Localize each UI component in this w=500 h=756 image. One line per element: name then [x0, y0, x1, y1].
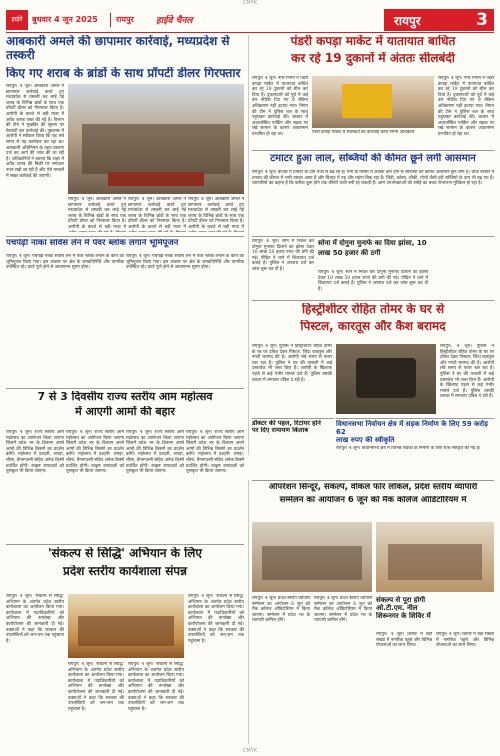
newspaper-logo-icon: हाईवे — [6, 10, 28, 30]
column-rule-main — [248, 35, 249, 455]
excise-headline-1: आबकारी अमले की छापामार कार्रवाई, मध्यप्रदेश से तस्करी — [6, 35, 230, 62]
pachpedi-body-col1: रायपुर। 4 जून। पचपेढ़ी नाका सर्विस लेन में पेवर ब्लॉक लगाने के कार्य का भूमिपूजन किया गया। इस अवसर पर क्षेत्र के जनप्रतिनिधि और नागरिक उपस्थित रहे। कार्य पूर्ण होने से आवागमन सुगम होगा। — [6, 254, 124, 271]
section-name: रायपुर — [394, 14, 421, 28]
page-number: 3 — [476, 10, 488, 30]
doctor-headline-block — [252, 420, 334, 440]
pandri-photo-caption: पंडरी कपड़ा मार्केट में सीलबंदी की कार्रवाई करते निगम अधिकारी — [312, 130, 415, 135]
excise-body-col4: रायपुर। 4 जून। आबकारी अमले ने छापामार कार्रवाई करते हुए मध्यप्रदेश से तस्करी कर लाई गई शराब के विभिन्न ब्रांडों के साथ एक प्रॉपर्टी डीलर को गिरफ्तार किया है। आरोपी के कब्जे से बड़ी मात्रा में — [188, 197, 244, 230]
doctor-headline-1: डॉक्टर की पहल, रिटायर होने — [252, 420, 321, 427]
mango-headline-block — [6, 391, 244, 427]
sankalp-body-col1: रायपुर। 4 जून। 'संकल्प से सिद्धि' अभियान के अंतर्गत प्रदेश स्तरीय कार्यशाला का आयोजन किया गया। कार्यशाला में पदाधिकारियों को अभियान की रूपरेखा और कार्ययोजना की जानकारी दी गई। वक्ताओं ने कहा कि सरकार की उपलब्धियों को जन-जन तक पहुंचाना है। — [6, 594, 64, 644]
excise-photo-seized-goods — [108, 172, 204, 186]
pandri-body-col1: रायपुर। 4 जून। नगर निगम ने पंडरी कपड़ा मार्केट में यातायात बाधित कर रहे 19 दुकानों को सील कर दिया है। दुकानदारों को पूर्व में कई बार नोटिस दिए गए थे लेकिन अतिक्रमण नहीं हटाया गया। निगम की टीम ने पुलिस बल के साथ पहुंचकर कार्रवाई की। बाजार में अव्यवस्थित पार्किंग और सड़क पर रखे सामान के कारण आवागमन प्रभावित हो रहा था। — [252, 76, 308, 137]
doctor-headline-2: पर दिए रामायण किताब — [252, 427, 309, 435]
rule-above-vidhansabha — [336, 418, 494, 419]
rule-above-history-sheeter — [252, 300, 494, 301]
mango-body-col1: रायपुर। 4 जून। राज्य स्तरीय आम महोत्सव का आयोजन किया जाएगा जिसमें प्रदेश भर के किसान अपने आमों की विभिन्न किस्मों का प्रदर्शन करेंगे। महोत्सव में दशहरी, लंगड़ा, चौसा, बैगनपल्ली सहित अनेक किस्में प्रदर्शित होंगी। उत्कृष्ट उत्पादकों को पुरस्कृत भी किया जाएगा। — [6, 430, 64, 475]
mango-headline-2: में आएगी आमों की बहार — [75, 405, 175, 418]
edition-city: रायपुर — [116, 15, 134, 24]
print-registration-mark: CMYK — [242, 0, 258, 6]
rule-above-doctor — [252, 418, 334, 419]
history-sheeter-headline-1: हिस्ट्रीशीटर रोहित तोमर के घर से — [301, 303, 445, 316]
gold-body: रायपुर। 4 जून। सोने में निवेश कर दोगुना मुनाफा दिलाने का झांसा देकर 10 लाख 50 हजार रुपए की ठगी की गई। पीड़ित ने थाने में शिकायत दर्ज कराई है। पुलिस ने अपराध दर्ज कर जांच शुरू कर दी है। — [318, 270, 428, 292]
sankalp-photo — [68, 594, 184, 658]
gold-headline-1: सोना में दोगुना मुनाफे का दिया झांसा, 10 — [318, 239, 427, 247]
excise-photo — [68, 84, 244, 194]
issue-date: बुधवार 4 जून 2025 — [32, 15, 98, 24]
tomato-headline: टमाटर हुआ लाल, सब्जियों की कीमत छूने लगी आसमान — [270, 153, 476, 164]
pachpedi-headline: पचपेढ़ी नाका सर्विस लेन में पेवर ब्लॉक लगाने भूमिपूजन — [6, 239, 179, 248]
pandri-photo-excavator — [342, 84, 392, 118]
sindoor-headline-block — [252, 483, 494, 519]
masthead-rule — [6, 32, 494, 33]
column-rule-lower — [248, 480, 249, 744]
sindoor-body-col2: रायपुर। 4 जून। प्रदेश स्तरीय व्यापारी सम्मेलन का आयोजन 6 जून को मैक कॉलेज ऑडिटोरियम में किया जाएगा। सम्मेलन में प्रदेश भर के व्यापारी शामिल होंगे। — [314, 596, 372, 624]
sankalp-body-col4: रायपुर। 4 जून। 'संकल्प से सिद्धि' अभियान के अंतर्गत प्रदेश स्तरीय कार्यशाला का आयोजन किया गया। कार्यशाला में पदाधिकारियों को अभियान की रूपरेखा और कार्ययोजना की जानकारी दी गई। वक्ताओं ने कहा कि सरकार की उपलब्धियों को जन-जन तक पहुंचाना है। — [188, 594, 244, 644]
sankalp-headline-block — [6, 547, 244, 591]
camp-headline-3: शिरूनगर के शिविर में — [376, 612, 431, 621]
mango-body-col4: रायपुर। 4 जून। राज्य स्तरीय आम महोत्सव का आयोजन किया जाएगा जिसमें प्रदेश भर के किसान अपने आमों की विभिन्न किस्मों का प्रदर्शन करेंगे। महोत्सव में दशहरी, लंगड़ा, चौसा, बैगनपल्ली सहित अनेक किस्में प्रदर्शित होंगी। उत्कृष्ट उत्पादकों को पुरस्कृत भी किया जाएगा। — [186, 430, 244, 475]
mango-body-col3: रायपुर। 4 जून। राज्य स्तरीय आम महोत्सव का आयोजन किया जाएगा जिसमें प्रदेश भर के किसान अपने आमों की विभिन्न किस्मों का प्रदर्शन करेंगे। महोत्सव में दशहरी, लंगड़ा, चौसा, बैगनपल्ली सहित अनेक किस्में प्रदर्शित होंगी। उत्कृष्ट उत्पादकों को पुरस्कृत भी किया जाएगा। — [126, 430, 184, 475]
print-registration-mark-bottom: CMYK — [242, 748, 258, 754]
sindoor-photo-right-group — [388, 544, 482, 580]
rule-above-mango — [6, 388, 244, 389]
history-sheeter-headline-block — [252, 303, 494, 341]
tomato-body: रायपुर। 4 जून। बाजार में टमाटर के दाम तेजी से बढ़ रहे हैं। गर्मी के मौसम में आवक कम होने से सब्जियों की कीमतें आसमान छूने लगी हैं। थोक बाजार में टमाटर की कीमत में भारी उछाल आया है और चिल्हर में यह और महंगा बिक रहा है। भिंडी, करेला, लौकी, गोभी जैसी हरी सब्जियों के दाम भी बढ़ गए हैं। व्यापारियों का कहना है कि बारिश शुरू होने तक कीमतें ऊंची बनी रह सकती हैं। आम उपभोक्ताओं को रसोई का बजट संभालना मुश्किल हो रहा है। — [252, 170, 494, 187]
vidhansabha-headline-2: लाख रुपए की स्वीकृति — [336, 436, 395, 444]
mango-headline-1: 7 से 3 दिवसीय राज्य स्तरीय आम महोत्सव — [37, 391, 213, 403]
sindoor-photo-left — [252, 522, 372, 592]
rule-above-sankalp — [6, 544, 244, 545]
pandri-photo — [312, 76, 434, 128]
sankalp-photo-group — [78, 616, 174, 646]
excise-body-col1: रायपुर। 4 जून। आबकारी अमले ने छापामार कार्रवाई करते हुए मध्यप्रदेश से तस्करी कर लाई गई शराब के विभिन्न ब्रांडों के साथ एक प्रॉपर्टी डीलर को गिरफ्तार किया है। आरोपी के कब्जे से बड़ी मात्रा में अवैध शराब जब्त की गई है। विभाग की टीम ने मुखबिर की सूचना पर घेराबंदी कर कार्रवाई की। पूछताछ में आरोपी ने स्वीकार किया कि वह लंबे समय से यह कारोबार कर रहा था। आबकारी अधिनियम के तहत प्रकरण दर्ज कर आगे की जांच की जा रही है। अधिकारियों ने बताया कि शहर में अवैध शराब की बिक्री पर लगातार नजर रखी जा रही है और ऐसे मामलों में सख्त कार्रवाई की जाएगी। — [6, 84, 64, 179]
masthead — [6, 9, 494, 31]
pandri-headline-block — [252, 35, 494, 73]
sindoor-photo-right — [376, 522, 494, 592]
history-sheeter-body-col3: रायपुर। 4 जून। पुलिस ने हिस्ट्रीशीटर रोहित तोमर के घर पर दबिश देकर पिस्टल, जिंदा कारतूस और नगदी बरामद की है। आरोपी लंबे समय से फरार चल रहा है। पुलिस ने घर की तलाशी में कई दस्तावेज भी जब्त किए हैं। आरोपी के खिलाफ पहले से कई गंभीर मामले दर्ज हैं। पुलिस उसकी तलाश में लगातार दबिश दे रही है। — [440, 344, 494, 400]
camp-body-col2: रायपुर। 4 जून। शिविर में बड़ी संख्या में नागरिक पहुंचे और विभिन्न योजनाओं का लाभ लिया। — [436, 632, 494, 649]
mango-body-col2: रायपुर। 4 जून। राज्य स्तरीय आम महोत्सव का आयोजन किया जाएगा जिसमें प्रदेश भर के किसान अपने आमों की विभिन्न किस्मों का प्रदर्शन करेंगे। महोत्सव में दशहरी, लंगड़ा, चौसा, बैगनपल्ली सहित अनेक किस्में प्रदर्शित होंगी। उत्कृष्ट उत्पादकों को पुरस्कृत भी किया जाएगा। — [66, 430, 124, 475]
camp-headline-1: संकल्प से पूरा होगी — [376, 596, 426, 604]
history-sheeter-headline-2: पिस्टल, कारतूस और कैश बरामद — [300, 319, 446, 333]
excise-body-col3: रायपुर। 4 जून। आबकारी अमले ने छापामार कार्रवाई करते हुए मध्यप्रदेश से तस्करी कर लाई गई शराब के विभिन्न ब्रांडों के साथ एक प्रॉपर्टी डीलर को गिरफ्तार किया है। आरोपी के कब्जे से बड़ी मात्रा में — [128, 197, 186, 230]
sindoor-body-col1: रायपुर। 4 जून। प्रदेश स्तरीय व्यापारी सम्मेलन का आयोजन 6 जून को मैक कॉलेज ऑडिटोरियम में किया जाएगा। सम्मेलन में प्रदेश भर के व्यापारी शामिल होंगे। — [252, 596, 310, 624]
history-sheeter-body: रायपुर। 4 जून। पुलिस ने हिस्ट्रीशीटर रोहित तोमर के घर पर दबिश देकर पिस्टल, जिंदा कारतूस और नगदी बरामद की है। आरोपी लंबे समय से फरार चल रहा है। पुलिस ने घर की तलाशी में कई दस्तावेज भी जब्त किए हैं। आरोपी के खिलाफ पहले से कई गंभीर मामले दर्ज हैं। पुलिस उसकी तलाश में लगातार दबिश दे रही है। — [252, 344, 332, 383]
newspaper-brand: हाईवे चैनल — [156, 16, 193, 26]
rule-above-pachpedi — [6, 236, 244, 237]
rule-above-gold — [252, 236, 494, 237]
section-banner — [384, 9, 494, 31]
sindoor-headline-1: ऑपरेशन सिन्दूर, संकल्प, वोकल फॉर लोकल, प्रदेश स्तरीय व्यापारी — [268, 483, 478, 492]
excise-headline-block — [6, 35, 244, 81]
pachpedi-body-col2: रायपुर। 4 जून। पचपेढ़ी नाका सर्विस लेन में पेवर ब्लॉक लगाने के कार्य का भूमिपूजन किया गया। इस अवसर पर क्षेत्र के जनप्रतिनिधि और नागरिक उपस्थित रहे। कार्य पूर्ण होने से आवागमन सुगम होगा। — [126, 254, 244, 271]
history-sheeter-photo-seized-items — [356, 358, 416, 398]
masthead-left — [6, 9, 406, 31]
camp-headline-block — [376, 596, 494, 630]
pandri-body-col3: रायपुर। 4 जून। नगर निगम ने पंडरी कपड़ा मार्केट में यातायात बाधित कर रहे 19 दुकानों को सील कर दिया है। दुकानदारों को पूर्व में कई बार नोटिस दिए गए थे लेकिन अतिक्रमण नहीं हटाया गया। निगम की टीम ने पुलिस बल के साथ पहुंचकर कार्रवाई की। बाजार में अव्यवस्थित पार्किंग और सड़क पर रखे सामान के कारण आवागमन प्रभावित हो रहा था। — [438, 76, 494, 137]
rule-above-tomato — [252, 150, 494, 151]
vidhansabha-headline-block — [336, 420, 494, 444]
history-sheeter-photo — [336, 344, 436, 414]
sankalp-headline-2: प्रदेश स्तरीय कार्यशाला संपन्न — [63, 564, 187, 578]
pandri-headline-1: पंडरी कपड़ा मार्केट में यातायात बाधित — [290, 35, 456, 48]
gold-headline-2: लाख 50 हजार की ठगी — [318, 249, 381, 258]
vidhansabha-body: रायपुर। 4 जून। विधानसभा क्षेत्र में विभिन्न सड़कों के निर्माण के लिए राशि स्वीकृत की गई है। — [336, 446, 481, 451]
sankalp-headline-1: 'संकल्प से सिद्धि' अभियान के लिए — [47, 547, 203, 560]
excise-photo-group — [82, 124, 230, 174]
sankalp-body-col2: रायपुर। 4 जून। 'संकल्प से सिद्धि' अभियान के अंतर्गत प्रदेश स्तरीय कार्यशाला का आयोजन किया गया। कार्यशाला में पदाधिकारियों को अभियान की रूपरेखा और कार्ययोजना की जानकारी दी गई। वक्ताओं ने कहा कि सरकार की उपलब्धियों को जन-जन तक पहुंचाना है। — [68, 662, 124, 712]
sindoor-photo-left-group — [262, 546, 362, 580]
rule-above-sindoor — [252, 480, 494, 481]
sankalp-body-col3: रायपुर। 4 जून। 'संकल्प से सिद्धि' अभियान के अंतर्गत प्रदेश स्तरीय कार्यशाला का आयोजन किया गया। कार्यशाला में पदाधिकारियों को अभियान की रूपरेखा और कार्ययोजना की जानकारी दी गई। वक्ताओं ने कहा कि सरकार की उपलब्धियों को जन-जन तक पहुंचाना है। — [128, 662, 184, 712]
sindoor-headline-2: सम्मेलन का आयोजन 6 जून को मैक कॉलेज ऑडिटोरियम में — [279, 495, 467, 505]
gold-side-col: रायपुर। 4 जून। सोने में निवेश कर दोगुना मुनाफा दिलाने का झांसा देकर 10 लाख 50 हजार रुपए की ठगी की गई। पीड़ित ने थाने में शिकायत दर्ज कराई है। पुलिस ने अपराध दर्ज कर जांच शुरू कर दी है। — [252, 239, 314, 272]
excise-body-col2: रायपुर। 4 जून। आबकारी अमले ने छापामार कार्रवाई करते हुए मध्यप्रदेश से तस्करी कर लाई गई शराब के विभिन्न ब्रांडों के साथ एक प्रॉपर्टी डीलर को गिरफ्तार किया है। आरोपी के कब्जे से बड़ी मात्रा में — [68, 197, 126, 230]
vidhansabha-headline-1: विधानसभा निर्वाचन क्षेत्र में सड़क निर्माण के लिए 59 करोड़ 62 — [336, 420, 488, 437]
excise-headline-2: किए गए शराब के ब्रांडों के साथ प्रॉपर्टी डीलर गिरफ्तार — [6, 66, 241, 80]
gold-headline-block — [318, 239, 428, 267]
masthead-divider — [110, 13, 111, 27]
pandri-headline-2: कर रहे 19 दुकानों में अंततः सीलबंदी — [291, 51, 455, 65]
camp-body-col1: रायपुर। 4 जून। शिविर में बड़ी संख्या में नागरिक पहुंचे और विभिन्न योजनाओं का लाभ लिया। — [376, 632, 432, 649]
camp-headline-2: ओ.टी.एम. नील — [376, 604, 418, 613]
